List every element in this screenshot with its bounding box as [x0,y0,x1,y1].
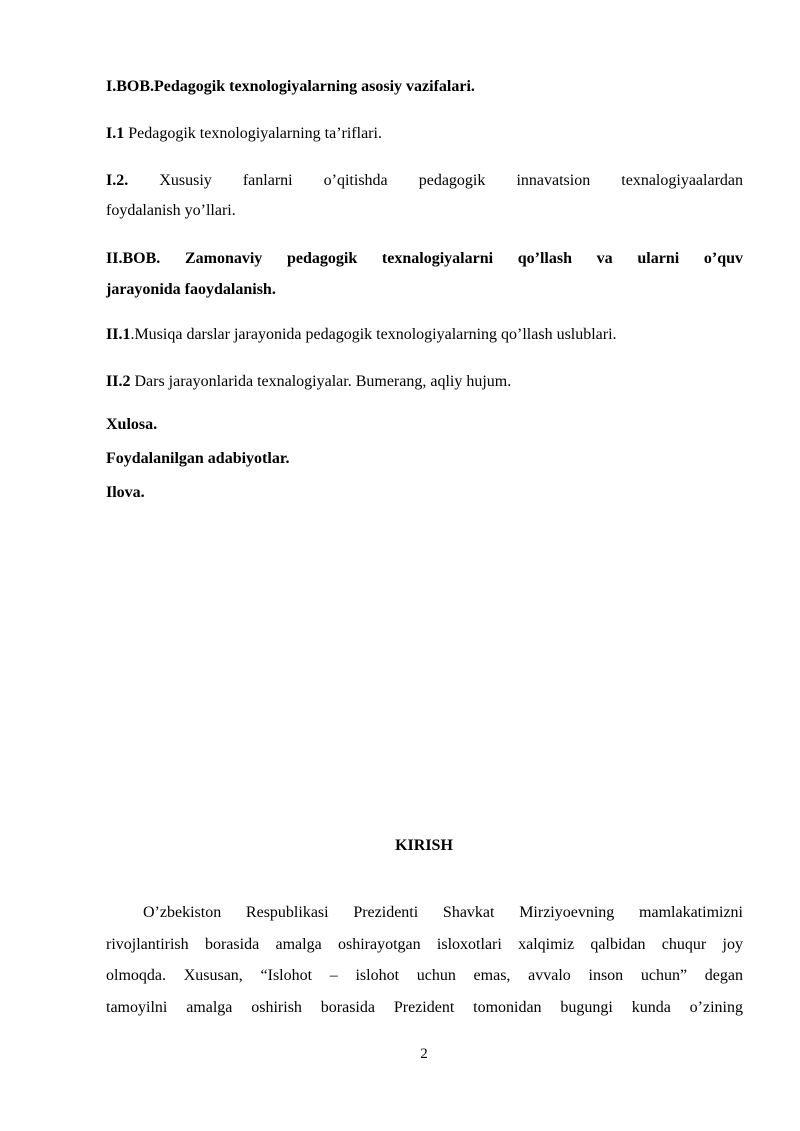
section-2-1-number: II.1 [106,326,131,343]
section-1-2-line-1 [106,171,743,191]
intro-heading: KIRISH [395,837,453,854]
chapter-2-title-line-1: II.BOB. Zamonaviy pedagogik texnalogiyalarni qo’llash va ularni o’quv [106,250,743,267]
toc-appendix: Ilova. [106,484,145,501]
section-1-1 [106,124,743,144]
section-1-2-number: I.2. [106,172,129,189]
section-1-1-number: I.1 [106,125,125,142]
toc-references: Foydalanilgan adabiyotlar. [106,450,290,467]
chapter-2-title-line-2: jarayonida faoydalanish. [106,281,276,298]
intro-line-2: rivojlantirish borasida amalga oshirayotgan isloxotlari xalqimiz qalbidan chuqur joy [106,936,743,953]
section-2-2 [106,372,743,392]
intro-line-4: tamoyilni amalga oshirish borasida Prezident tomonidan bugungi kunda o’zining [106,999,743,1016]
section-2-1-text: .Musiqa darslar jarayonida pedagogik texnologiyalarning qo’llash uslublari. [130,326,617,343]
section-2-2-number: II.2 [106,373,131,390]
toc-conclusion: Xulosa. [106,416,158,433]
chapter-1-title: I.BOB.Pedagogik texnologiyalarning asosiy vazifalari. [106,78,475,95]
section-1-2-line-2: foydalanish yo’llari. [106,202,236,219]
section-1-1-text: Pedagogik texnologiyalarning ta’riflari. [124,125,382,142]
intro-line-1: O’zbekiston Respublikasi Prezidenti Shavkat Mirziyoevning mamlakatimizni [143,904,743,921]
intro-line-3: olmoqda. Xususan, “Islohot – islohot uchun emas, avvalo inson uchun” degan [106,967,743,984]
section-2-1 [106,325,743,345]
section-2-2-text: Dars jarayonlarida texnalogiyalar. Bumerang, aqliy hujum. [130,373,512,390]
page-number: 2 [420,1046,428,1062]
section-1-2-text-line-1: Xususiy fanlarni o’qitishda pedagogik innavatsion texnalogiyaalardan [159,172,744,189]
